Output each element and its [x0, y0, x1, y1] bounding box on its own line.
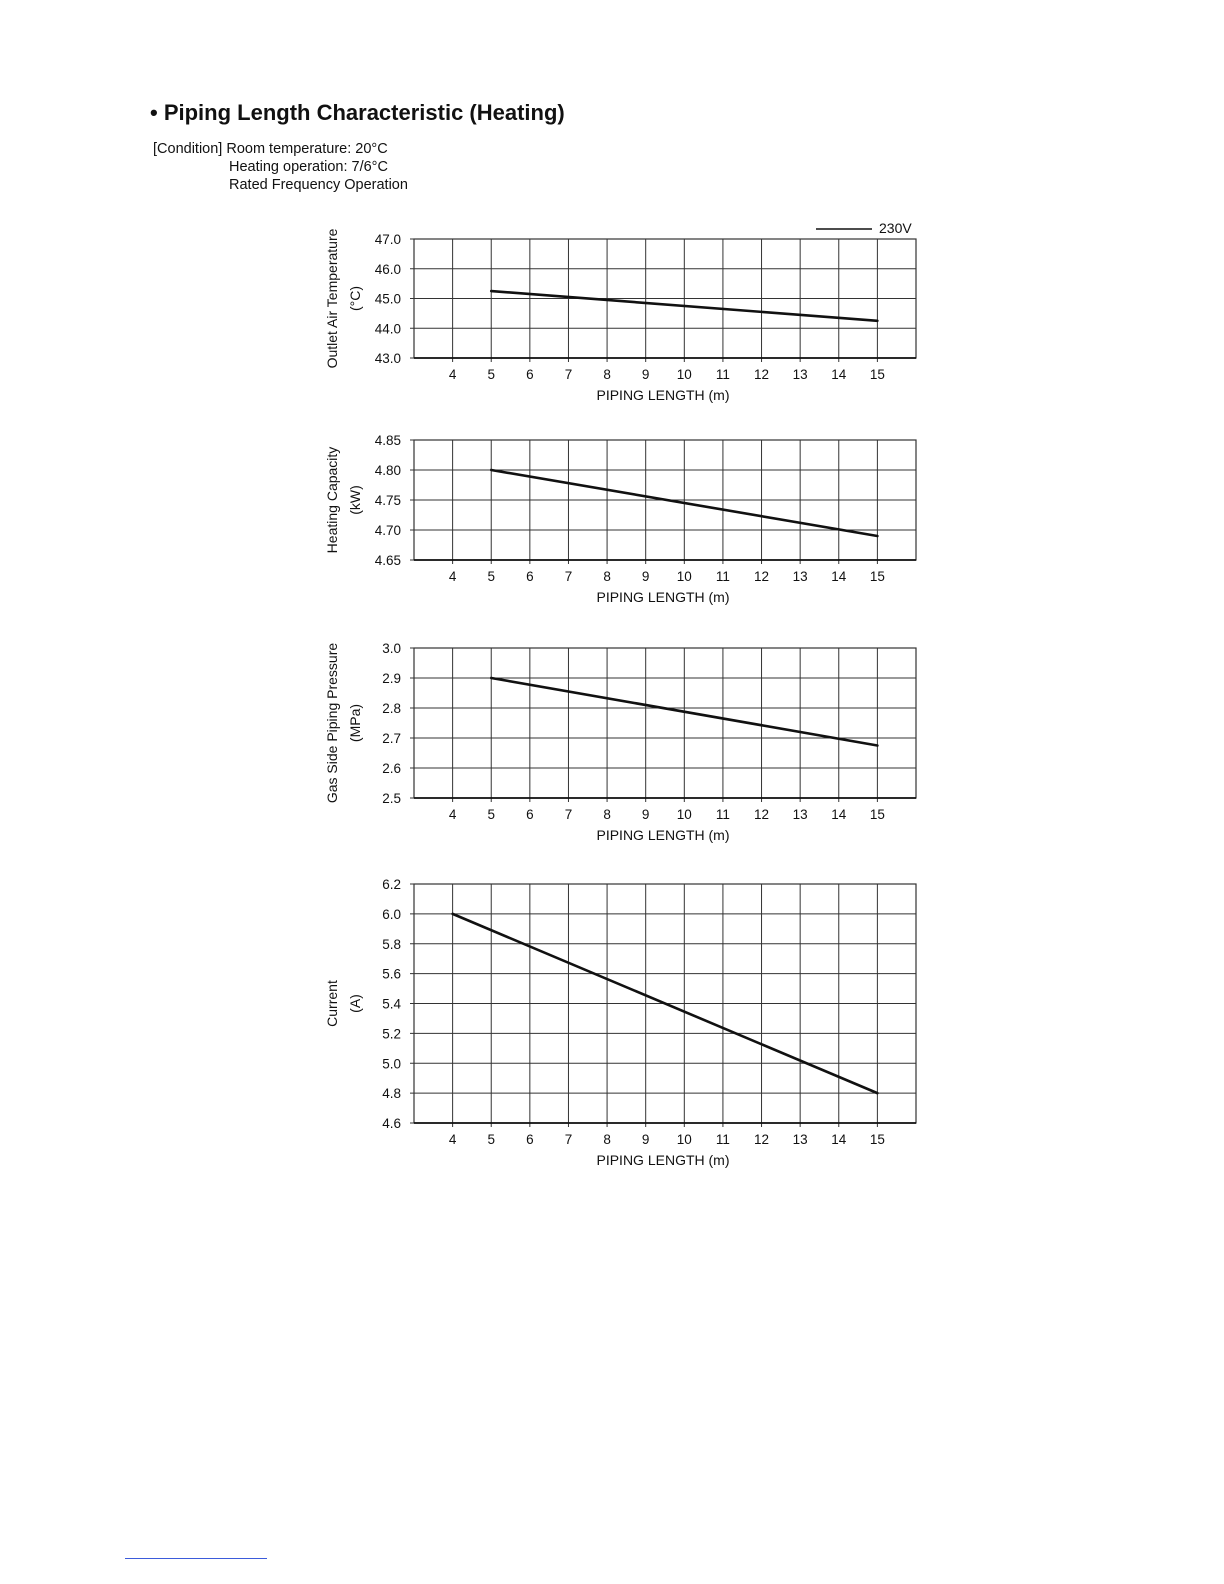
chart-3-x-tick-label: 14: [831, 807, 847, 822]
chart-1-y-tick-label: 45.0: [374, 291, 401, 307]
chart-1-x-tick-label: 9: [641, 367, 650, 382]
chart-2-x-tick-label: 8: [603, 569, 611, 584]
chart-4-x-axis-label: PIPING LENGTH (m): [596, 1152, 730, 1168]
footer-rule: [125, 1558, 267, 1559]
chart-2-y-tick-label: 4.85: [374, 433, 401, 448]
chart-2-x-tick-label: 6: [526, 569, 534, 584]
chart-4-y-tick-label: 6.2: [382, 877, 401, 892]
chart-2-y-tick-label: 4.65: [374, 553, 401, 568]
chart-3-x-tick-label: 10: [676, 807, 692, 822]
chart-3-x-tick-label: 8: [603, 807, 611, 822]
chart-4-x-tick-label: 4: [448, 1132, 457, 1147]
chart-4-x-tick-label: 8: [603, 1132, 611, 1147]
chart-2-x-tick-label: 4: [448, 569, 457, 584]
chart-4-x-tick-label: 10: [676, 1132, 692, 1147]
chart-3-x-tick-label: 5: [487, 807, 495, 822]
chart-4-x-tick-label: 14: [831, 1132, 847, 1147]
chart-1-x-tick-label: 12: [754, 367, 770, 382]
chart-4-y-tick-label: 4.6: [382, 1116, 401, 1131]
chart-1-y-axis-unit: (°C): [347, 285, 363, 312]
chart-4-y-tick-label: 5.6: [382, 966, 401, 982]
chart-1-y-tick-label: 46.0: [374, 261, 401, 277]
chart-3-y-tick-label: 2.6: [382, 761, 401, 776]
chart-4-x-tick-label: 9: [641, 1132, 650, 1147]
chart-2-y-tick-label: 4.75: [374, 493, 401, 508]
chart-1-x-tick-label: 5: [487, 367, 495, 382]
chart-4-y-tick-label: 5.4: [382, 996, 401, 1012]
chart-1-x-tick-label: 4: [448, 367, 457, 382]
chart-2-y-tick-label: 4.70: [374, 523, 401, 538]
chart-4-y-tick-label: 4.8: [382, 1086, 401, 1102]
chart-1-x-tick-label: 8: [603, 367, 611, 382]
condition-rated-frequency: Rated Frequency Operation: [229, 177, 408, 193]
chart-4-y-tick-label: 5.8: [382, 936, 401, 952]
chart-3-x-tick-label: 6: [526, 807, 534, 822]
chart-4-x-tick-label: 6: [526, 1132, 534, 1147]
chart-3-y-tick-label: 2.9: [382, 671, 401, 686]
chart-2-x-tick-label: 10: [676, 569, 692, 584]
chart-4-y-tick-label: 5.2: [382, 1026, 401, 1042]
chart-2-x-tick-label: 14: [831, 569, 847, 584]
chart-3-y-tick-label: 3.0: [382, 641, 401, 656]
chart-3-frame: [414, 648, 916, 798]
chart-1-x-tick-label: 15: [869, 367, 885, 382]
chart-3-x-tick-label: 13: [792, 807, 808, 822]
chart-4-x-tick-label: 11: [715, 1132, 730, 1147]
chart-3-y-axis-label: Gas Side Piping Pressure: [324, 642, 340, 804]
chart-1-y-tick-label: 47.0: [374, 232, 401, 247]
chart-2-y-axis-label: Heating Capacity: [324, 446, 340, 554]
chart-3-y-tick-label: 2.5: [382, 791, 401, 806]
chart-1-x-tick-label: 7: [564, 367, 573, 382]
chart-4-x-tick-label: 12: [754, 1132, 770, 1147]
chart-2-x-tick-label: 15: [869, 569, 885, 584]
chart-4-x-tick-label: 13: [792, 1132, 808, 1147]
chart-4-y-tick-label: 5.0: [382, 1056, 401, 1072]
chart-1-y-tick-label: 44.0: [374, 321, 401, 337]
chart-2-x-tick-label: 11: [715, 569, 730, 584]
chart-2-x-tick-label: 9: [641, 569, 650, 584]
chart-3-x-tick-label: 15: [869, 807, 885, 822]
legend-label: 230V: [879, 220, 912, 236]
chart-1-x-tick-label: 10: [676, 367, 692, 382]
chart-3-y-tick-label: 2.8: [382, 701, 401, 716]
chart-2-x-tick-label: 7: [564, 569, 573, 584]
chart-4-y-tick-label: 6.0: [382, 906, 401, 922]
chart-4-x-tick-label: 5: [487, 1132, 495, 1147]
chart-3-x-tick-label: 7: [564, 807, 573, 822]
chart-3-y-axis-unit: (MPa): [347, 703, 363, 743]
chart-4-x-tick-label: 7: [564, 1132, 573, 1147]
chart-4-x-tick-label: 15: [869, 1132, 885, 1147]
condition-room-temperature: [Condition] Room temperature: 20°C: [153, 141, 388, 157]
chart-3-x-tick-label: 9: [641, 807, 650, 822]
page-title: • Piping Length Characteristic (Heating): [150, 100, 565, 125]
chart-2-x-tick-label: 12: [754, 569, 770, 584]
chart-4-y-axis-unit: (A): [347, 994, 363, 1013]
chart-2-x-tick-label: 5: [487, 569, 495, 584]
chart-1-y-tick-label: 43.0: [374, 351, 401, 366]
chart-1-x-tick-label: 13: [792, 367, 808, 382]
chart-1-x-tick-label: 6: [526, 367, 534, 382]
chart-3-x-tick-label: 12: [754, 807, 770, 822]
chart-2-x-axis-label: PIPING LENGTH (m): [596, 589, 730, 605]
chart-3-x-axis-label: PIPING LENGTH (m): [596, 827, 730, 843]
chart-3-y-tick-label: 2.7: [382, 731, 401, 746]
chart-2-y-axis-unit: (kW): [347, 485, 363, 515]
chart-2-x-tick-label: 13: [792, 569, 808, 584]
chart-1-x-axis-label: PIPING LENGTH (m): [596, 387, 730, 403]
condition-heating-operation: Heating operation: 7/6°C: [229, 159, 388, 175]
chart-2-y-tick-label: 4.80: [374, 463, 401, 478]
chart-1-y-axis-label: Outlet Air Temperature: [324, 228, 340, 369]
chart-3-x-tick-label: 4: [448, 807, 457, 822]
chart-1-x-tick-label: 11: [715, 367, 730, 382]
chart-1-x-tick-label: 14: [831, 367, 847, 382]
chart-3-x-tick-label: 11: [715, 807, 730, 822]
chart-4-y-axis-label: Current: [324, 980, 340, 1027]
